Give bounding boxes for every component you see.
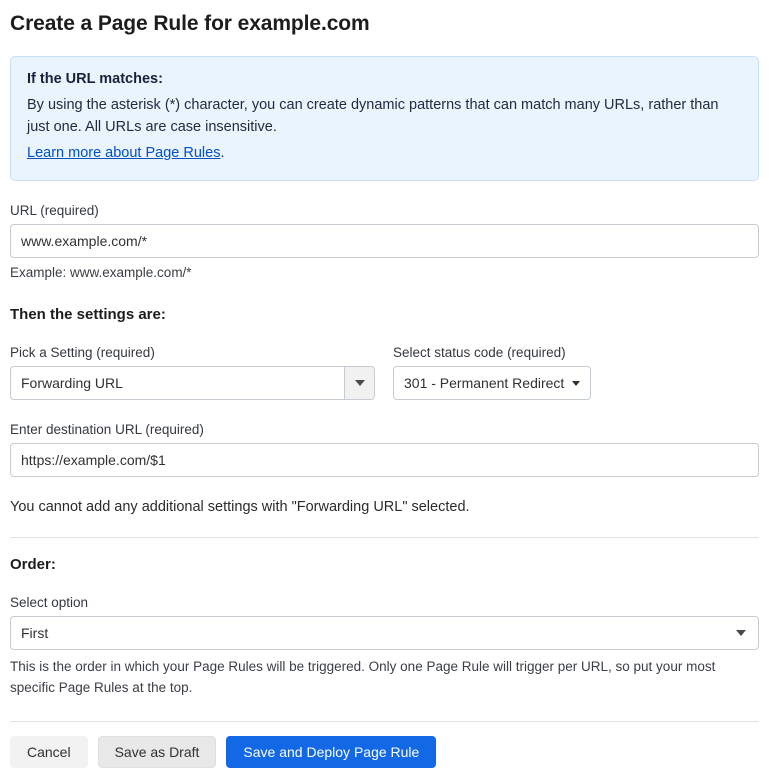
info-callout-link-row [27, 142, 742, 164]
info-callout-title: If the URL matches: [27, 71, 163, 87]
save-as-draft-button[interactable]: Save as Draft [98, 736, 217, 768]
order-note: This is the order in which your Page Rules will be triggered. Only one Page Rule will trigger per URL, so put your most specific Page Rules at the top. [10, 659, 716, 695]
chevron-down-icon[interactable] [572, 381, 580, 386]
status-code-select[interactable] [393, 366, 591, 400]
info-callout-text: By using the asterisk (*) character, you can create dynamic patterns that can match many URLs, rather than just one. All URLs are case insensitive. [27, 97, 719, 136]
page-title: Create a Page Rule for example.com [10, 12, 370, 35]
settings-row [10, 323, 759, 400]
info-link-suffix: . [220, 144, 225, 161]
form-footer [10, 713, 759, 768]
status-code-value: 301 - Permanent Redirect [404, 375, 565, 392]
pick-a-setting-value: Forwarding URL [21, 375, 123, 392]
chevron-down-icon[interactable] [736, 630, 746, 636]
status-column [393, 323, 591, 400]
footer-divider [10, 721, 759, 722]
destination-label: Enter destination URL (required) [10, 422, 204, 438]
url-helper-text: Example: www.example.com/* [10, 265, 192, 281]
footer-button-row [10, 736, 759, 768]
destination-url-input[interactable] [10, 443, 759, 477]
info-callout [10, 56, 759, 181]
divider [10, 537, 759, 538]
settings-notice: You cannot add any additional settings with "Forwarding URL" selected. [10, 499, 470, 516]
setting-column [10, 323, 393, 400]
order-heading: Order: [10, 556, 56, 574]
cancel-button[interactable]: Cancel [10, 736, 88, 768]
pick-a-setting-select[interactable] [10, 366, 375, 400]
learn-more-link[interactable]: Learn more about Page Rules [27, 144, 221, 161]
setting-label: Pick a Setting (required) [10, 345, 155, 361]
settings-heading: Then the settings are: [10, 306, 166, 324]
status-select-wrap [393, 366, 591, 400]
order-select[interactable] [10, 616, 759, 650]
url-input[interactable] [10, 224, 759, 258]
setting-select-wrap [10, 366, 375, 400]
url-field-label: URL (required) [10, 203, 99, 219]
status-label: Select status code (required) [393, 345, 566, 361]
order-value: First [21, 625, 49, 642]
chevron-down-icon[interactable] [344, 367, 374, 399]
order-label: Select option [10, 595, 89, 611]
save-and-deploy-button[interactable]: Save and Deploy Page Rule [226, 736, 436, 768]
